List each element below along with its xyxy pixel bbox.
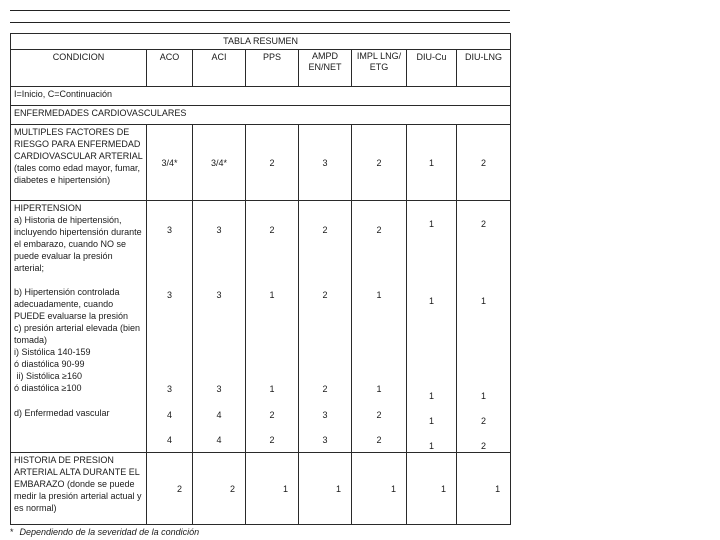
- footnote: [10, 527, 199, 538]
- item-cii-dia: ó diastólica ≥100: [14, 383, 82, 393]
- value-a: 2: [269, 225, 275, 235]
- top-rule-2: [10, 22, 510, 23]
- top-rule-1: [10, 10, 510, 11]
- value-cell: 2: [147, 453, 193, 525]
- value-column: [147, 201, 193, 453]
- value-cell: 2: [457, 125, 511, 201]
- value-a: 2: [481, 219, 487, 229]
- header-aci: ACI: [193, 50, 246, 87]
- item-c: c) presión arterial elevada (bien tomada): [14, 323, 141, 345]
- value-cii: 4: [166, 410, 172, 420]
- value-cell: 2: [352, 125, 407, 201]
- section-heading: ENFERMEDADES CARDIOVASCULARES: [11, 106, 511, 125]
- table-row: [11, 201, 511, 453]
- value-column: [407, 201, 457, 453]
- footnote-marker: *: [10, 527, 14, 537]
- value-ci: 1: [481, 391, 487, 401]
- value-cell: 1: [407, 453, 457, 525]
- value-column: [457, 201, 511, 453]
- value-d: 3: [322, 435, 328, 445]
- value-ci: 1: [428, 391, 434, 401]
- value-column: [246, 201, 299, 453]
- item-cii: ii) Sistólica ≥160: [14, 371, 82, 381]
- item-b: b) Hipertensión controlada adecuadamente, cuando PUEDE evaluarse la presión: [14, 287, 129, 321]
- value-ci: 1: [376, 384, 382, 394]
- item-a: a) Historia de hipertensión, incluyendo hipertensión durante el embarazo, cuando NO se puede evaluar la presión arterial;: [14, 215, 142, 273]
- table-row: [11, 125, 511, 201]
- value-b: 3: [216, 290, 222, 300]
- value-ci: 1: [269, 384, 275, 394]
- condition-cell: [11, 201, 147, 453]
- header-pps: PPS: [246, 50, 299, 87]
- value-d: 4: [216, 435, 222, 445]
- condition-cell: MULTIPLES FACTORES DE RIESGO PARA ENFERMEDAD CARDIOVASCULAR ARTERIAL (tales como edad mayor, fumar, diabetes e hipertensión): [11, 125, 147, 201]
- header-row: [11, 50, 511, 87]
- value-d: 2: [481, 441, 487, 451]
- value-column: [299, 201, 352, 453]
- header-diu-cu: DIU-Cu: [407, 50, 457, 87]
- value-cii: 1: [428, 416, 434, 426]
- table-title: TABLA RESUMEN: [11, 34, 511, 50]
- footnote-text: Dependiendo de la severidad de la condición: [19, 527, 200, 537]
- summary-table: [10, 33, 511, 525]
- header-diu-lng: DIU-LNG: [457, 50, 511, 87]
- value-d: 2: [269, 435, 275, 445]
- value-d: 4: [166, 435, 172, 445]
- value-ci: 3: [166, 384, 172, 394]
- value-cell: 1: [246, 453, 299, 525]
- value-cell: 1: [457, 453, 511, 525]
- header-condicion: CONDICION: [11, 50, 147, 87]
- value-a: 2: [322, 225, 328, 235]
- value-a: 1: [428, 219, 434, 229]
- value-b: 1: [269, 290, 275, 300]
- value-a: 3: [166, 225, 172, 235]
- value-ci: 2: [322, 384, 328, 394]
- value-ci: 3: [216, 384, 222, 394]
- value-a: 3: [216, 225, 222, 235]
- value-cii: 2: [269, 410, 275, 420]
- item-ci: i) Sistólica 140-159: [14, 347, 91, 357]
- value-d: 1: [428, 441, 434, 451]
- value-b: 1: [481, 296, 487, 306]
- value-cell: 1: [352, 453, 407, 525]
- value-cell: 3/4*: [147, 125, 193, 201]
- table-row: [11, 453, 511, 525]
- value-cell: 1: [299, 453, 352, 525]
- value-cii: 3: [322, 410, 328, 420]
- item-ci-dia: ó diastólica 90-99: [14, 359, 85, 369]
- value-cii: 2: [481, 416, 487, 426]
- value-a: 2: [376, 225, 382, 235]
- value-b: 3: [166, 290, 172, 300]
- value-cell: 2: [193, 453, 246, 525]
- header-ampd: AMPD EN/NET: [299, 50, 352, 87]
- hipertension-title: HIPERTENSION: [14, 203, 82, 213]
- value-cell: 3/4*: [193, 125, 246, 201]
- value-b: 2: [322, 290, 328, 300]
- value-cell: 2: [246, 125, 299, 201]
- header-impl: IMPL LNG/ ETG: [352, 50, 407, 87]
- value-b: 1: [376, 290, 382, 300]
- header-aco: ACO: [147, 50, 193, 87]
- value-cii: 2: [376, 410, 382, 420]
- value-cell: 3: [299, 125, 352, 201]
- condition-cell: HISTORIA DE PRESION ARTERIAL ALTA DURANTE EL EMBARAZO (donde se puede medir la presión arterial actual y es normal): [11, 453, 147, 525]
- value-cii: 4: [216, 410, 222, 420]
- value-b: 1: [428, 296, 434, 306]
- item-d: d) Enfermedad vascular: [14, 408, 110, 418]
- value-column: [352, 201, 407, 453]
- value-column: [193, 201, 246, 453]
- value-d: 2: [376, 435, 382, 445]
- legend-row: I=Inicio, C=Continuación: [11, 87, 511, 106]
- value-cell: 1: [407, 125, 457, 201]
